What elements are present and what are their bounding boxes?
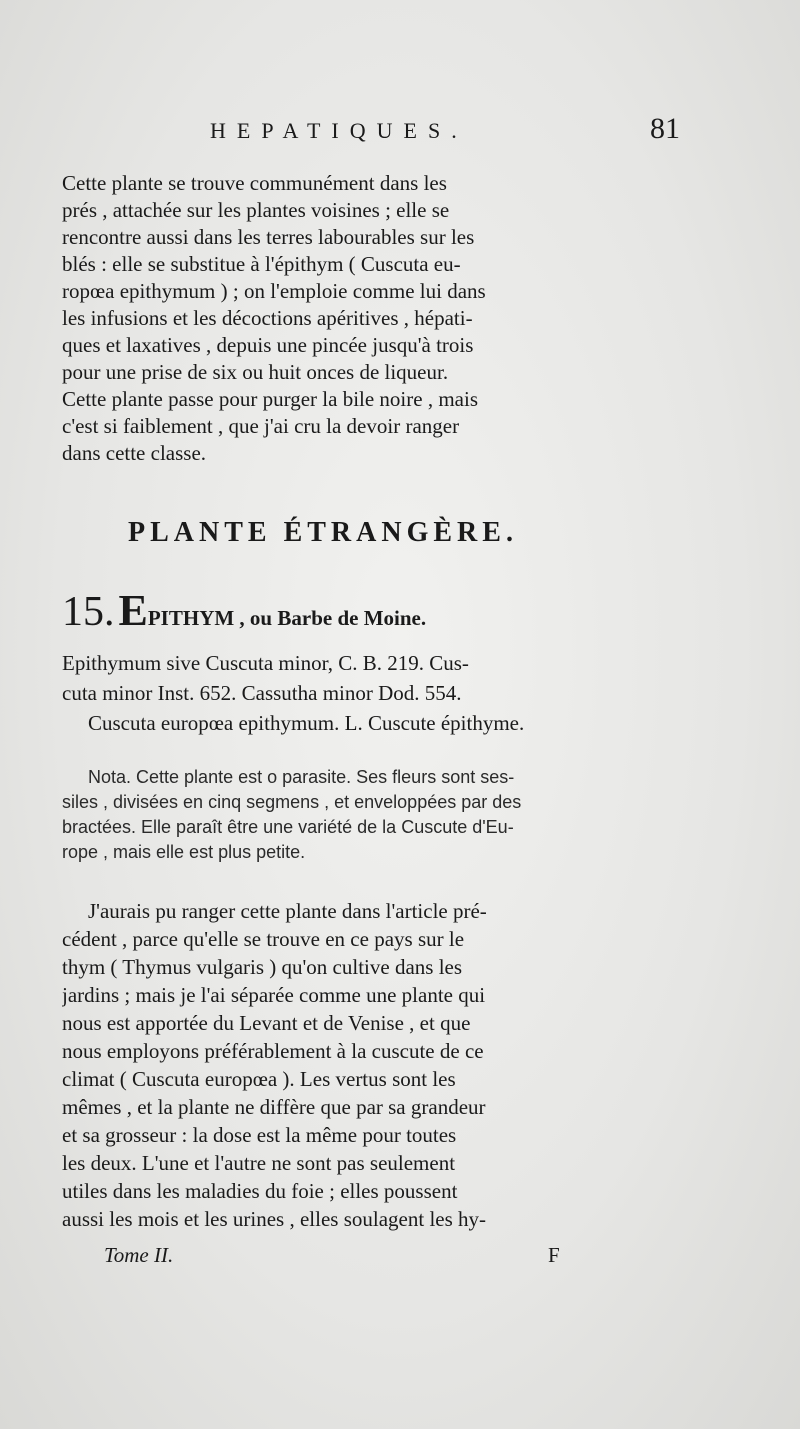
text-line: Cette plante se trouve communément dans les — [62, 171, 447, 195]
running-header — [210, 112, 680, 145]
entry-number: 15. — [62, 589, 115, 635]
text-line: dans cette classe. — [62, 441, 207, 465]
text-line: et sa grosseur : la dose est la même pour toutes — [62, 1123, 457, 1147]
section-heading: PLANTE ÉTRANGÈRE. — [128, 517, 518, 548]
nota-line: siles , divisées en cinq segmens , et enveloppées par des — [62, 792, 522, 812]
text-line: rencontre aussi dans les terres labourables sur les — [62, 225, 475, 249]
text-line: pour une prise de six ou huit onces de liqueur. — [62, 360, 449, 384]
signature-mark: F — [548, 1243, 560, 1267]
text-line: J'aurais pu ranger cette plante dans l'article pré- — [88, 899, 487, 923]
nota-line: Nota. Cette plante est o parasite. Ses fleurs sont ses- — [88, 767, 515, 787]
synonym-line: Epithymum sive Cuscuta minor, C. B. 219. Cus- — [62, 651, 469, 675]
text-line: nous employons préférablement à la cuscute de ce — [62, 1039, 484, 1063]
text-line: climat ( Cuscuta europœa ). Les vertus sont les — [62, 1067, 456, 1091]
text-line: cédent , parce qu'elle se trouve en ce pays sur le — [62, 927, 465, 951]
text-line: aussi les mois et les urines , elles soulagent les hy- — [62, 1207, 487, 1231]
text-line: blés : elle se substitue à l'épithym ( Cuscuta eu- — [62, 252, 461, 276]
header-title: HEPATIQUES. — [210, 118, 468, 143]
entry-name: PITHYM , ou Barbe de Moine. — [147, 606, 427, 630]
text-line: ques et laxatives , depuis une pincée jusqu'à trois — [62, 333, 474, 357]
text-line: les deux. L'une et l'autre ne sont pas seulement — [62, 1151, 456, 1175]
volume-label: Tome II. — [104, 1243, 174, 1267]
text-line: mêmes , et la plante ne diffère que par sa grandeur — [62, 1095, 486, 1119]
text-line: ropœa epithymum ) ; on l'emploie comme lui dans — [62, 279, 486, 303]
page-number: 81 — [650, 112, 680, 145]
text-line: utiles dans les maladies du foie ; elles poussent — [62, 1179, 458, 1203]
text-line: les infusions et les décoctions apéritives , hépati- — [62, 306, 473, 330]
nota-line: rope , mais elle est plus petite. — [62, 842, 306, 862]
text-line: thym ( Thymus vulgaris ) qu'on cultive dans les — [62, 955, 463, 979]
entry-initial: E — [118, 586, 148, 635]
synonym-line: cuta minor Inst. 652. Cassutha minor Dod. 554. — [62, 681, 462, 705]
text-line: nous est apportée du Levant et de Venise , et que — [62, 1011, 471, 1035]
text-line: prés , attachée sur les plantes voisines ; elle se — [62, 198, 450, 222]
synonym-line: Cuscuta europœa epithymum. L. Cuscute épithyme. — [88, 711, 525, 735]
entry-title — [62, 585, 426, 636]
nota-line: bractées. Elle paraît être une variété de la Cuscute d'Eu- — [62, 817, 514, 837]
text-line: c'est si faiblement , que j'ai cru la devoir ranger — [62, 414, 460, 438]
text-line: jardins ; mais je l'ai séparée comme une plante qui — [62, 983, 486, 1007]
text-line: Cette plante passe pour purger la bile noire , mais — [62, 387, 478, 411]
